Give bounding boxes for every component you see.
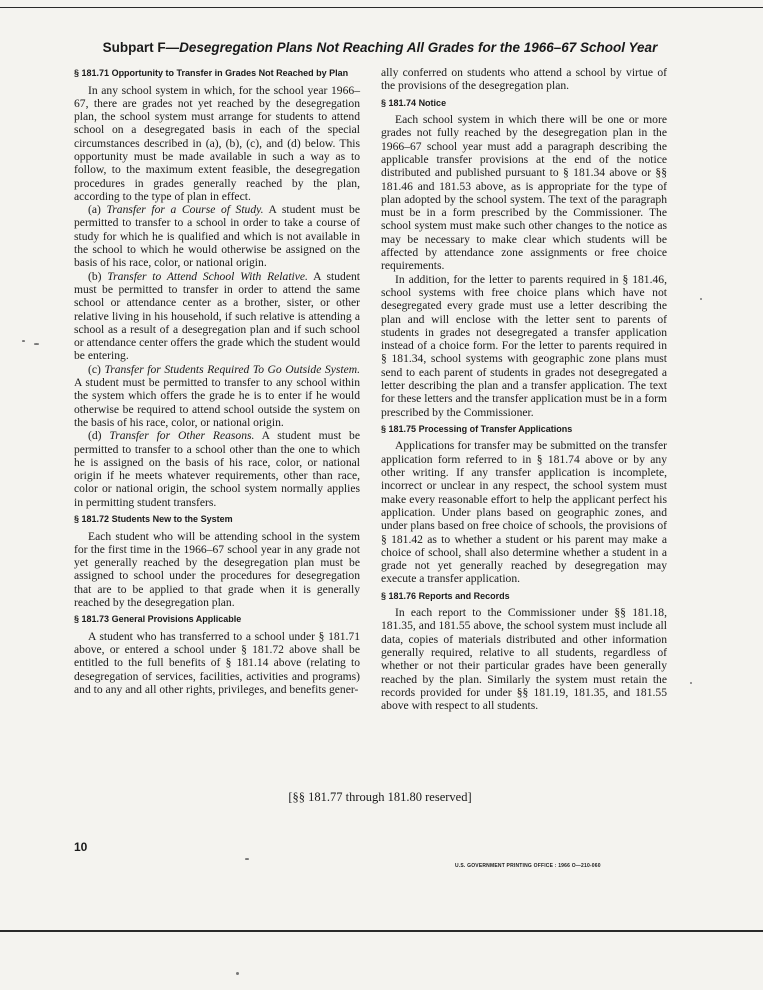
section-heading-181-71: § 181.71 Opportunity to Transfer in Grades Not Reached by Plan [74,68,349,78]
section-heading-181-74: § 181.74 Notice [381,97,447,108]
paragraph-181-74-notice: Each school system in which there will be one or more grades not fully reached by the desegregation plan in the 1966–67 school year must add a paragraph describing the applicable transfer provisions at the end of the notice distributed and published pursuant to § 181.34 above or §§ 181.46 and 181.53 above, as is appropriate for the type of plan adopted by the school system. The text of the paragraph must be in a form prescribed by the Commissioner. The school system must make such other changes to the notice as may be necessary to make clear which students will be affected by attendance zone assignments or free choice requirements. [381,113,667,273]
scan-speck [22,340,25,342]
paragraph-181-72: Each student who will be attending school in the system for the first time in the 1966–67 school year in any grade not yet generally reached by the desegregation plan must be assigned to school under the procedures for desegregation that are to be applied to that grade when it is generally reached by the desegregation plan. [74,529,360,609]
paragraph-181-76: In each report to the Commissioner under §§ 181.18, 181.35, and 181.55 above, the school system must include all data, copies of materials distributed and other information generally required, relative to all students, regardless of whether or not their particular grades have been generally reached by the plan. Similarly the system must retain the records provided for under §§ 181.19, 181.35, and 181.55 above with respect to all students. [381,606,667,713]
left-column [74,66,360,696]
reserved-sections-note: [§§ 181.77 through 181.80 reserved] [288,790,472,804]
section-heading-181-72: § 181.72 Students New to the System [74,514,233,524]
scan-edge-top [0,0,763,8]
scan-speck [245,858,249,860]
paragraph-181-73-continued: ally conferred on students who attend a school by virtue of the provisions of the desegregation plan. [381,66,667,93]
page-title: Subpart F—Desegregation Plans Not Reaching All Grades for the 1966–67 School Year [102,40,658,55]
scan-edge-bottom [0,930,763,936]
scan-speck [34,343,39,345]
printer-imprint: U.S. GOVERNMENT PRINTING OFFICE : 1966 O—210-060 [455,863,601,869]
right-column [381,66,667,713]
paragraph-181-71-d: (d) Transfer for Other Reasons. A student must be permitted to transfer to a school other than the one to which he is assigned on the basis of his race, color, or national origin if he meets whatever requirements, other than race, color or national origin, the school system normally applies in permitting student transfers. [74,429,360,509]
paragraph-181-71-a: (a) Transfer for a Course of Study. A student must be permitted to transfer to a school in order to take a course of study for which he is qualified and which is not available in the school to which he would otherwise be assigned on the basis of his race, color, or national origin. [74,203,360,270]
paragraph-181-71-intro: In any school system in which, for the school year 1966–67, there are grades not yet reached by the desegregation plan, the school system must arrange for students to attend school on a desegregated basis in each of the special circumstances described in (a), (b), (c), and (d) below. This opportunity must be made available in such a way as to follow, to the maximum extent feasible, the desegregation procedures in grades generally reached by the plan, according to the type of plan in effect. [74,83,360,203]
scan-speck [236,972,239,975]
paragraph-181-71-b: (b) Transfer to Attend School With Relative. A student must be permitted to transfer in order to attend the same school or attendance center as a brother, sister, or other relative living in his household, if such relative is attending a school as a result of a desegregation plan and if such school or attendance center offers the grade which the student would be entering. [74,269,361,363]
paragraph-181-75: Applications for transfer may be submitted on the transfer application form referred to in § 181.74 above or by any other writing. If any transfer application is incomplete, incorrect or unclear in any respect, the school system must make every reasonable effort to help the applicant perfect his application. Under plans based on geographic zones, and under plans based on free choice of schools, the provisions of § 181.42 as to whether a student or his parent may make a choice of school, shall also determine whether a student in a grade not yet generally reached by desegregation may execute a transfer application. [381,439,667,586]
page-number: 10 [74,840,88,854]
paragraph-181-73: A student who has transferred to a school under § 181.71 above, or entered a school under § 181.72 above shall be entitled to the full benefits of § 181.14 above (relating to desegregation of services, facilities, activities and programs) and to any and all other rights, privileges, and benefits gener- [74,629,360,696]
paragraph-181-74-letters: In addition, for the letter to parents required in § 181.46, school systems with free choice plans which have not desegregated every grade must use a letter describing the plan and will enclose with the letter sent to parents of students in grades not desegregated a transfer application instead of a choice form. For the letter to parents required in § 181.34, school systems with geographic zone plans must send to each parent of students in grades not desegregated a letter describing the plan and a transfer application. The text for these letters and the transfer application must be in a form prescribed by the Commissioner. [381,272,667,419]
scan-speck [690,682,692,684]
section-heading-181-76: § 181.76 Reports and Records [381,590,510,601]
scan-speck [700,298,702,300]
section-heading-181-73: § 181.73 General Provisions Applicable [74,614,242,625]
paragraph-181-71-c: (c) Transfer for Students Required To Go Outside System. A student must be permitted to transfer to any school within the system which offers the grade he is to enter if he would otherwise be required to attend school outside the system on the basis of his race, color, or national origin. [74,362,360,429]
section-heading-181-75: § 181.75 Processing of Transfer Applications [381,423,573,434]
